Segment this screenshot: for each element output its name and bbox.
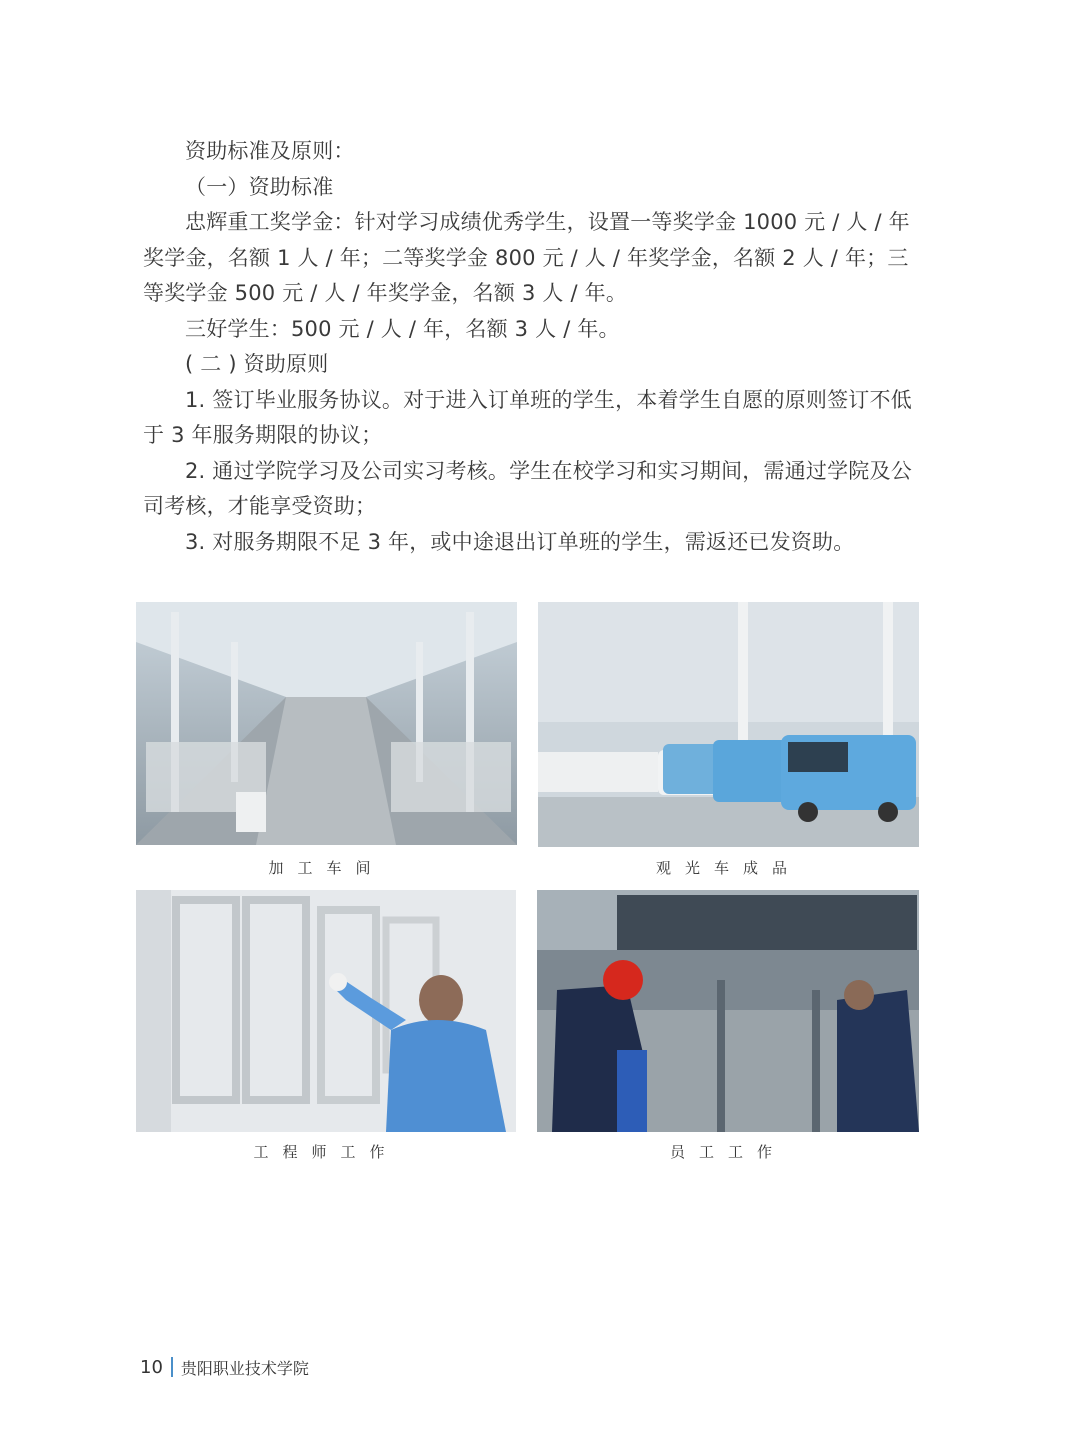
workers-photo [537, 890, 919, 1132]
principle-item-3: 3. 对服务期限不足 3 年，或中途退出订单班的学生，需返还已发资助。 [185, 529, 855, 554]
school-name: 贵阳职业技术学院 [180, 1358, 309, 1378]
section2-title: ( 二 ) 资助原则 [185, 352, 329, 376]
principle-item-2: 2. 通过学院学习及公司实习考核。学生在校学习和实习期间，需通过学院及公司考核，才能享受资助； [143, 458, 912, 518]
page-number: 10 [140, 1356, 163, 1378]
engineer-photo [136, 890, 516, 1132]
principle-item-1: 1. 签订毕业服务协议。对于进入订单班的学生，本着学生自愿的原则签订不低于 3 年服务期限的协议； [143, 387, 912, 447]
body-text [143, 134, 919, 560]
paragraph-merit-student: 三好学生：500 元 / 人 / 年，名额 3 人 / 年。 [185, 316, 620, 341]
paragraph-scholarship: 忠辉重工奖学金：针对学习成绩优秀学生，设置一等奖学金 1000 元 / 人 / 年奖学金，名额 1 人 / 年；二等奖学金 800 元 / 人 / 年奖学金，名额 2 人 / 年；三等奖学金 500 元 / 人 / 年奖学金，名额 3 人 / 年。 [143, 210, 910, 305]
caption-engineer: 工程师工作 [253, 1143, 399, 1161]
sightseeing-bus-photo [538, 602, 919, 847]
caption-sightseeing-bus: 观光车成品 [655, 859, 801, 877]
heading: 资助标准及原则： [185, 139, 355, 163]
page-footer [140, 1356, 309, 1378]
caption-workers: 员工工作 [669, 1143, 786, 1161]
caption-workshop: 加工车间 [268, 859, 385, 877]
section1-title: （一）资助标准 [185, 174, 334, 199]
footer-divider [171, 1357, 173, 1377]
workshop-photo [136, 602, 517, 845]
